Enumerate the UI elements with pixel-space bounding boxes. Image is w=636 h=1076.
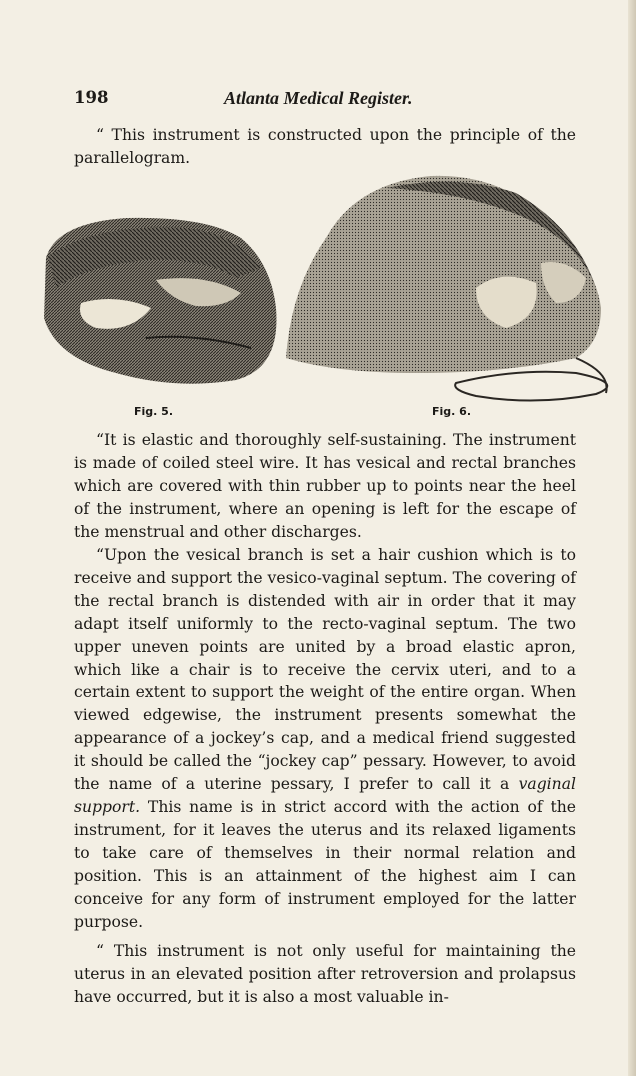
paragraph-usefulness: “ This instrument is not only useful for maintaining the uterus in an elevated position after retroversion and prolapsus have occurred, but it is also a most valuable in-: [74, 942, 576, 1006]
paragraph-vesical-text-end: This name is in strict accord with the action of the instrument, for it leaves the uterus and its relaxed ligaments to take care of themselves in their normal relation and position. This is an attainment of the highest aim I can conceive for any form of instrument employed for the latter purpose.: [74, 797, 576, 931]
figure-6-image: [286, 176, 607, 401]
page-header: [74, 88, 594, 112]
running-title: Atlanta Medical Register.: [224, 88, 413, 108]
figure-6-caption: Fig. 6.: [432, 405, 471, 418]
figures-block: [36, 168, 626, 428]
paragraph-description: “It is elastic and thoroughly self-sustaining. The instrument is made of coiled steel wire. It has vesical and rectal branches which are covered with thin rubber up to points near the heel of the instrument, where an opening is left for the escape of the menstrual and other discharges.: [74, 431, 576, 541]
figure-5-caption: Fig. 5.: [134, 405, 173, 418]
page-edge: [628, 0, 636, 1076]
figure-5-image: [44, 218, 277, 384]
pessary-figures: [36, 168, 626, 408]
paragraph-vesical-branch: [74, 544, 576, 933]
vaginal-support-term: vaginal support.: [74, 775, 576, 816]
paragraph-intro: “ This instrument is constructed upon the principle of the parallelogram.: [74, 126, 576, 167]
paragraph-vesical-text: “Upon the vesical branch is set a hair cushion which is to receive and support the vesico-vaginal septum. The covering of the rectal branch is distended with air in order that it may adapt itself uniformly to the recto-vaginal septum. The two upper uneven points are united by a broad elastic apron, which like a chair is to receive the cervix uteri, and to a certain extent to support the weight of the entire organ. When viewed edgewise, the instrument presents somewhat the appearance of a jockey’s cap, and a medical friend suggested it should be called the “jockey cap” pessary. However, to avoid the name of a uterine pessary, I prefer to call it a: [74, 546, 576, 794]
page-number: 198: [74, 88, 109, 107]
